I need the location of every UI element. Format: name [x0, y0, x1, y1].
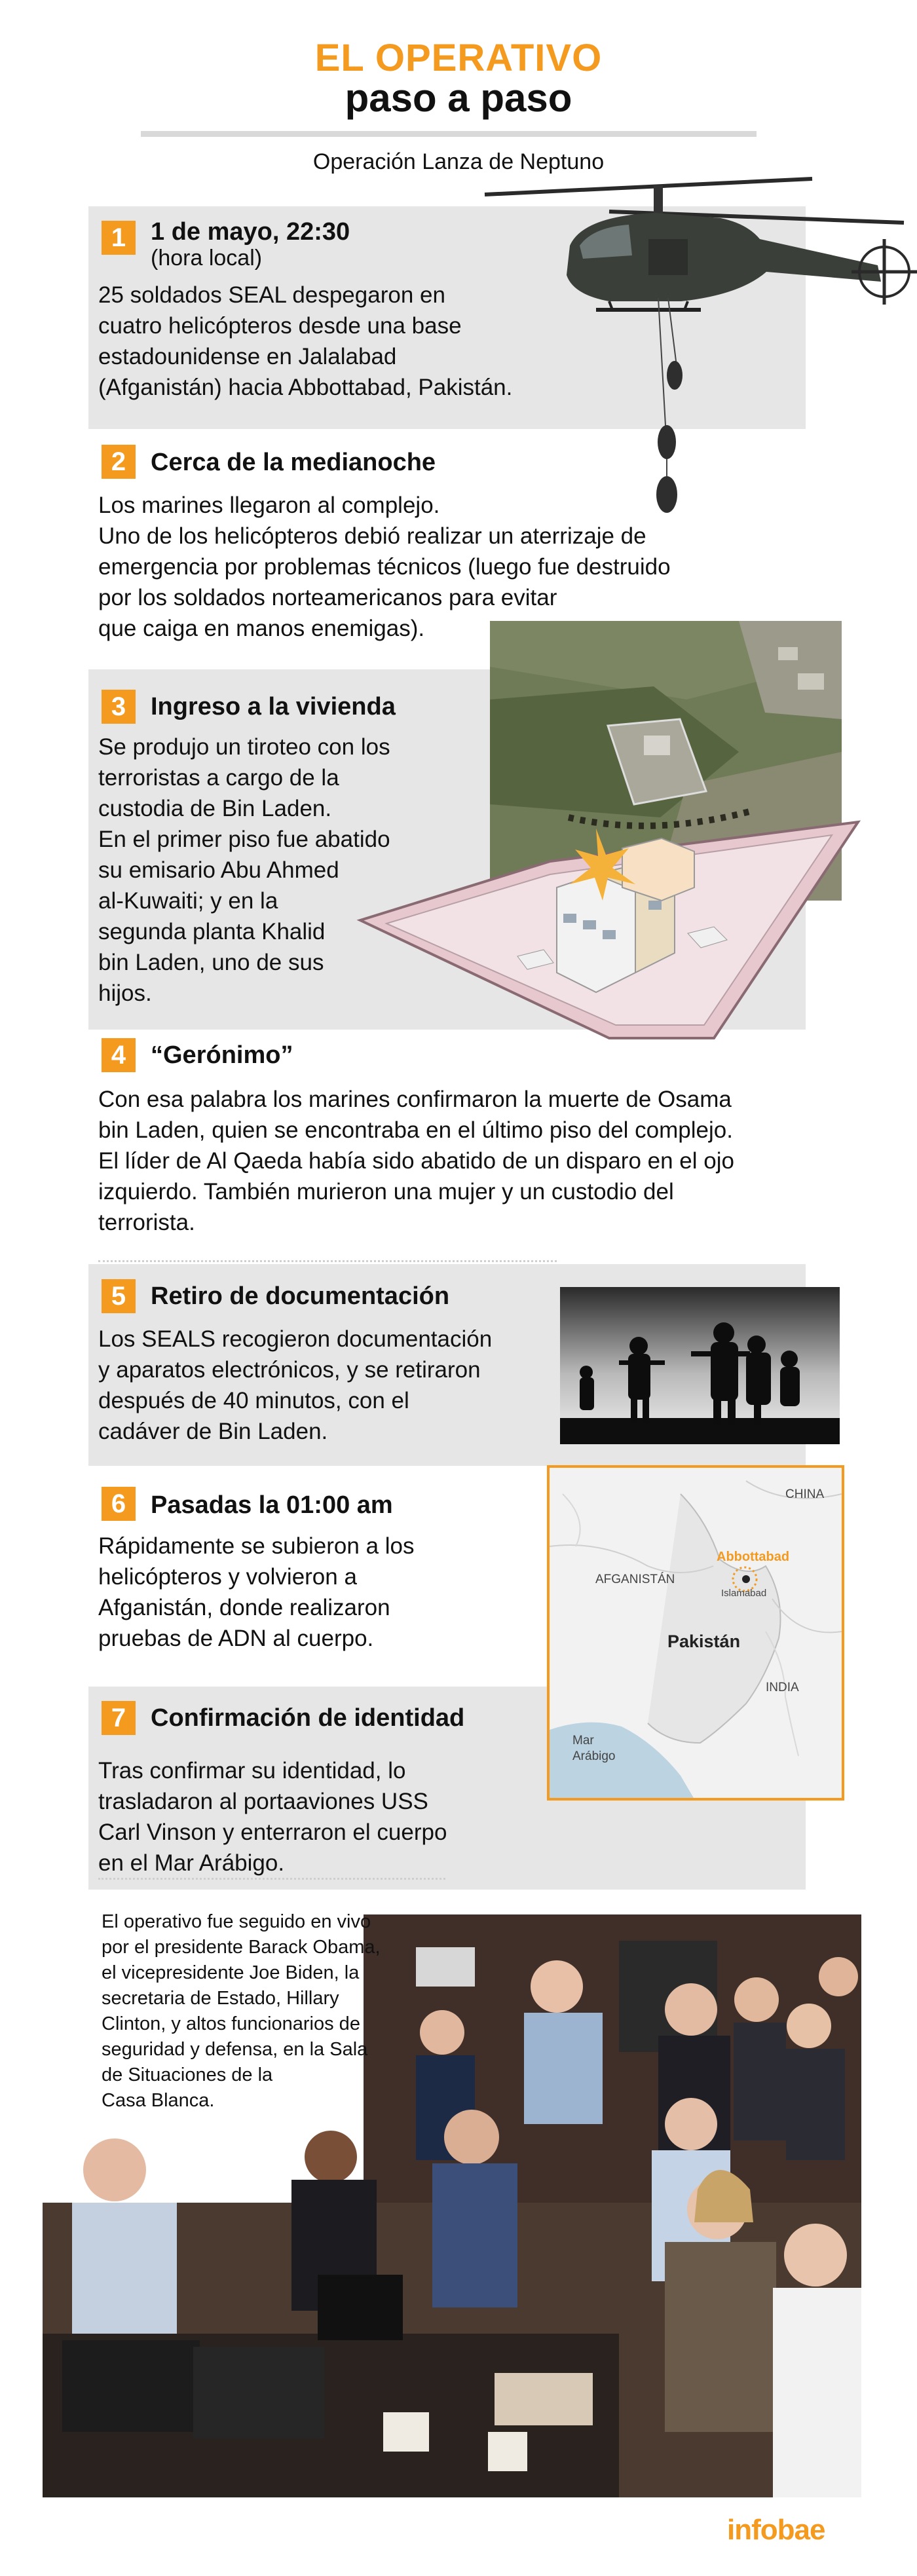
step-5-badge: 5 [102, 1279, 136, 1313]
step-7-title: Confirmación de identidad [151, 1704, 465, 1732]
map-label-islamabad: Islamabad [721, 1588, 767, 1599]
subtitle: Operación Lanza de Neptuno [312, 149, 605, 174]
helicopter-illustration [458, 167, 917, 521]
step-2-title: Cerca de la medianoche [151, 449, 436, 476]
step-6-title: Pasadas la 01:00 am [151, 1491, 393, 1519]
soldiers-photo [560, 1287, 840, 1444]
header-divider [141, 131, 757, 137]
step-2-text: Los marines llegaron al complejo. Uno de los helicópteros debió realizar un aterrizaje de emergencia por problemas técnicos (luego fue destruido por los soldados norteamericanos para evitar que caiga en manos enemigas). [98, 493, 671, 641]
title-line1: EL OPERATIVO [314, 37, 603, 79]
step-7-badge: 7 [102, 1701, 136, 1735]
infobae-logo[interactable]: infobae [727, 2514, 825, 2546]
step-6-badge: 6 [102, 1487, 136, 1521]
dotted-divider-2 [98, 1878, 445, 1880]
step-1-text: 25 soldados SEAL despegaron en cuatro helicópteros desde una base estadounidense en Jalalabad (Afganistán) hacia Abbottabad, Pakistán. [98, 282, 513, 400]
map-label-afganistan: AFGANISTÁN [595, 1573, 675, 1586]
map-label-abbottabad: Abbottabad [717, 1550, 790, 1564]
map-label-india: INDIA [766, 1681, 799, 1694]
map-label-china: CHINA [785, 1487, 825, 1501]
title-line2: paso a paso [345, 76, 572, 120]
step-5-text: Los SEALS recogieron documentación y aparatos electrónicos, y se retiraron después de 40 minutos, con el cadáver de Bin Laden. [98, 1326, 493, 1444]
step-1-title: 1 de mayo, 22:30 [151, 218, 350, 246]
map-label-pakistan: Pakistán [667, 1632, 741, 1651]
photo-caption: El operativo fue seguido en vivo por el presidente Barack Obama, el vicepresidente Joe Biden, la secretaria de Estado, Hillary Clinton, y altos funcionarios de seguridad y defensa, en la Sala de Situaciones de la Casa Blanca. [102, 1911, 381, 2111]
step-5-title: Retiro de documentación [151, 1282, 450, 1310]
step-1-subtitle: (hora local) [151, 246, 263, 271]
step-2-badge: 2 [102, 445, 136, 479]
step-3-badge: 3 [102, 690, 136, 724]
map-label-mar-arabigo: Mar Arábigo [572, 1734, 616, 1763]
region-map [547, 1465, 844, 1801]
step-3-text: Se produjo un tiroteo con los terroristas a cargo de la custodia de Bin Laden. En el primer piso fue abatido su emisario Abu Ahmed al-Kuwaiti; y en la segunda planta Khalid bin Laden, uno de sus hijos. [98, 734, 390, 1006]
step-7-text: Tras confirmar su identidad, lo trasladaron al portaaviones USS Carl Vinson y enterraron el cuerpo en el Mar Arábigo. [98, 1758, 447, 1876]
dotted-divider [98, 1260, 557, 1262]
compound-illustration [347, 802, 865, 1045]
step-4-title: “Gerónimo” [151, 1041, 293, 1069]
step-6-text: Rápidamente se subieron a los helicópteros y volvieron a Afganistán, donde realizaron pruebas de ADN al cuerpo. [98, 1533, 415, 1651]
step-4-text: Con esa palabra los marines confirmaron la muerte de Osama bin Laden, quien se encontraba en el último piso del complejo. El líder de Al Qaeda había sido abatido de un disparo en el ojo izquierdo. También murieron una mujer y un custodio del terrorista. [98, 1087, 734, 1235]
step-3-title: Ingreso a la vivienda [151, 693, 396, 720]
step-1-badge: 1 [102, 221, 136, 255]
step-4-badge: 4 [102, 1038, 136, 1072]
